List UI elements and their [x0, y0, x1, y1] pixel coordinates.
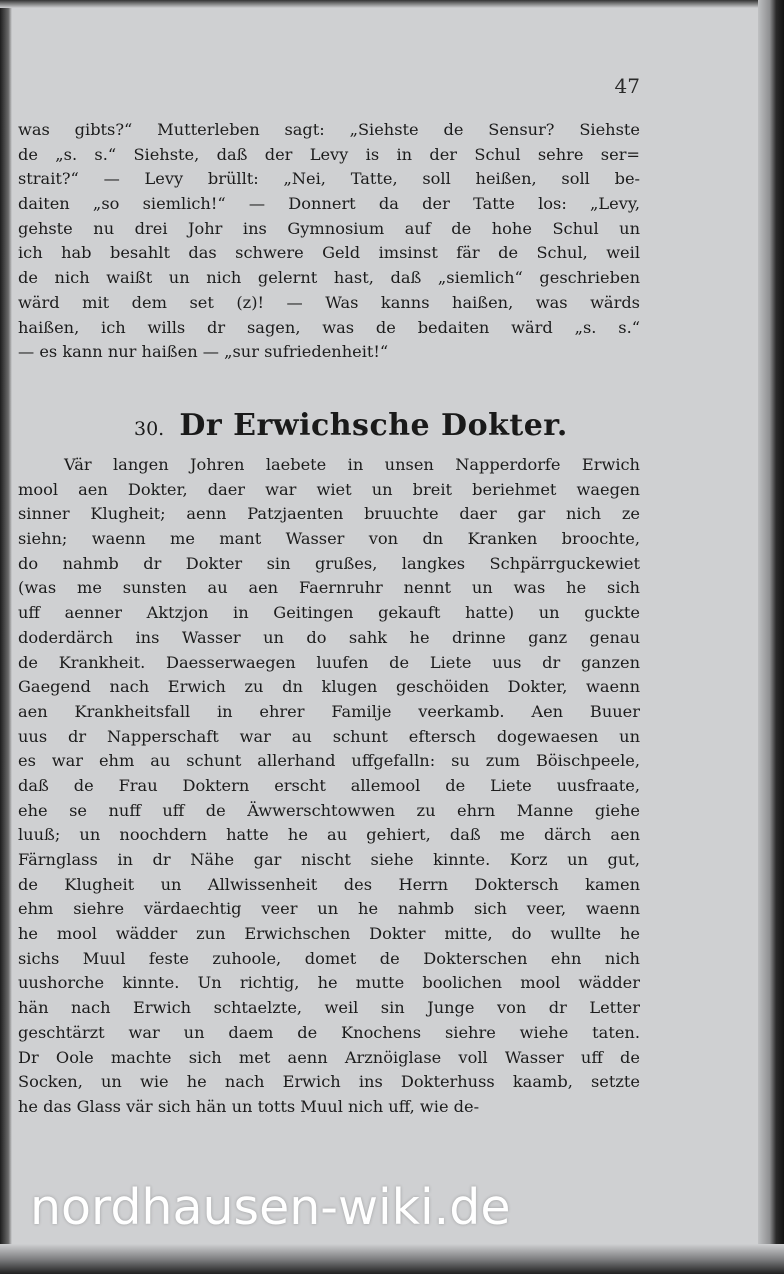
text-line: siehn; waenn me mant Wasser von dn Kranken broochte,	[18, 529, 640, 549]
text-line: (was me sunsten au aen Faernruhr nennt un was he sich	[18, 578, 640, 598]
text-line: haißen, ich wills dr sagen, was de bedaiten wärd „s. s.“	[18, 317, 640, 337]
section-body	[18, 453, 640, 1120]
text-line: geschtärzt war un daem de Knochens siehre wiehe taten.	[18, 1022, 640, 1042]
page-number: 47	[614, 74, 640, 98]
text-line: ehe se nuff uff de Äwwerschtowwen zu ehrn Manne giehe	[18, 800, 640, 820]
text-line: de nich waißt un nich gelernt hast, daß „siemlich“ geschrieben	[18, 268, 640, 288]
text-line: daiten „so siemlich!“ — Donnert da der Tatte los: „Levy,	[18, 194, 640, 214]
text-line: aen Krankheitsfall in ehrer Familje veerkamb. Aen Buuer	[18, 701, 640, 721]
text-line: uff aenner Aktzjon in Geitingen gekauft hatte) un guckte	[18, 603, 640, 623]
text-line: uus dr Napperschaft war au schunt eftersch dogewaesen un	[18, 726, 640, 746]
text-line: he das Glass vär sich hän un totts Muul nich uff, wie de-	[18, 1096, 480, 1116]
text-line: — es kann nur haißen — „sur sufriedenheit!“	[18, 342, 389, 362]
text-line: doderdärch ins Wasser un do sahk he drinne ganz genau	[18, 627, 640, 647]
section-heading	[134, 406, 634, 446]
text-line: Gaegend nach Erwich zu dn klugen geschöiden Dokter, waenn	[18, 677, 640, 697]
text-line: strait?“ — Levy brüllt: „Nei, Tatte, soll heißen, soll be-	[18, 169, 640, 189]
text-line: do nahmb dr Dokter sin grußes, langkes Schpärrguckewiet	[18, 553, 640, 573]
text-line: de Krankheit. Daesserwaegen luufen de Liete uus dr ganzen	[18, 652, 640, 672]
text-line: ehm siehre värdaechtig veer un he nahmb sich veer, waenn	[18, 899, 640, 919]
text-line: luuß; un noochdern hatte he au gehiert, daß me därch aen	[18, 825, 640, 845]
text-line: he mool wädder zun Erwichschen Dokter mitte, do wullte he	[18, 924, 640, 944]
text-line: daß de Frau Doktern erscht allemool de Liete uusfraate,	[18, 775, 640, 795]
text-line: sichs Muul feste zuhoole, domet de Dokterschen ehn nich	[18, 948, 640, 968]
text-line: Färnglass in dr Nähe gar nischt siehe kinnte. Korz un gut,	[18, 850, 640, 869]
text-line: de „s. s.“ Siehste, daß der Levy is in der Schul sehre ser=	[18, 144, 640, 164]
section-title: Dr Erwichsche Dokter.	[179, 408, 568, 443]
text-line: hän nach Erwich schtaelzte, weil sin Junge von dr Letter	[18, 998, 640, 1018]
text-line: es war ehm au schunt allerhand uffgefalln: su zum Böischpeele,	[18, 751, 640, 771]
page-top-edge	[0, 0, 784, 8]
text-line: de Klugheit un Allwissenheit des Herrn Doktersch kamen	[18, 874, 640, 894]
text-line: uushorche kinnte. Un richtig, he mutte boolichen mool wädder	[18, 973, 640, 993]
text-line: Vär langen Johren laebete in unsen Napperdorfe Erwich	[64, 455, 640, 474]
text-line: mool aen Dokter, daer war wiet un breit beriehmet waegen	[18, 479, 640, 499]
page-gutter-shadow	[758, 0, 784, 1274]
text-line: Socken, un wie he nach Erwich ins Dokterhuss kaamb, setzte	[18, 1072, 640, 1092]
site-watermark: nordhausen-wiki.de	[30, 1179, 511, 1236]
section-number: 30.	[134, 418, 165, 440]
page-left-edge	[0, 0, 12, 1274]
text-line: ich hab besahlt das schwere Geld imsinst fär de Schul, weil	[18, 243, 640, 263]
text-line: wärd mit dem set (z)! — Was kanns haißen, was wärds	[18, 292, 640, 312]
page-bottom-shadow	[0, 1244, 784, 1274]
text-line: sinner Klugheit; aenn Patzjaenten bruuchte daer gar nich ze	[18, 504, 640, 524]
text-line: gehste nu drei Johr ins Gymnosium auf de hohe Schul un	[18, 218, 640, 238]
text-line: was gibts?“ Mutterleben sagt: „Siehste de Sensur? Siehste	[18, 120, 640, 139]
text-line: Dr Oole machte sich met aenn Arznöiglase voll Wasser uff de	[18, 1047, 640, 1067]
paragraph-continued	[18, 118, 640, 365]
